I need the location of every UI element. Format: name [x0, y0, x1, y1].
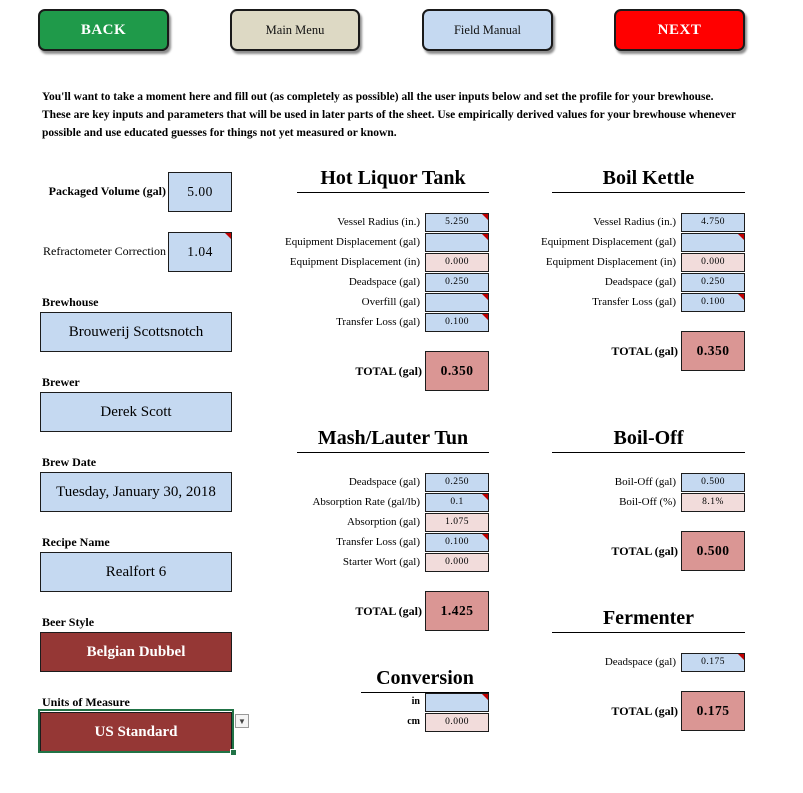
- hlt-row-label: Deadspace (gal): [348, 276, 420, 288]
- hlt-row-value[interactable]: 0.100: [425, 313, 489, 332]
- kettle-row-value[interactable]: 0.250: [681, 273, 745, 292]
- conversion-row-value[interactable]: [425, 693, 489, 712]
- brewhouse-input[interactable]: Brouwerij Scottsnotch: [40, 312, 232, 352]
- boil-off-title: Boil-Off: [552, 426, 745, 453]
- mash-row-value[interactable]: 0.1: [425, 493, 489, 512]
- back-button-label: BACK: [80, 21, 127, 38]
- brew-date-label: Brew Date: [42, 455, 97, 469]
- kettle-row-value: 0.000: [681, 253, 745, 272]
- mash-lauter-tun-title: Mash/Lauter Tun: [297, 426, 489, 453]
- fermenter-row-label: Deadspace (gal): [604, 656, 676, 668]
- beer-style-select[interactable]: Belgian Dubbel: [40, 632, 232, 672]
- kettle-row-label: Deadspace (gal): [604, 276, 676, 288]
- hlt-total-label: TOTAL (gal): [355, 364, 422, 378]
- hot-liquor-tank-title: Hot Liquor Tank: [297, 166, 489, 193]
- packaged-volume-input[interactable]: 5.00: [168, 172, 232, 212]
- field-manual-button-label: Field Manual: [453, 22, 521, 37]
- hlt-row-value: 0.000: [425, 253, 489, 272]
- mash-row-value[interactable]: 0.100: [425, 533, 489, 552]
- mash-row-value: 0.000: [425, 553, 489, 572]
- boiloff-row-label: Boil-Off (gal): [614, 476, 676, 488]
- refractometer-correction-input[interactable]: 1.04: [168, 232, 232, 272]
- kettle-row-label: Vessel Radius (in.): [593, 216, 676, 228]
- main-menu-button[interactable]: [230, 9, 360, 51]
- brewer-label: Brewer: [42, 375, 80, 389]
- conversion-row-label: cm: [407, 716, 420, 727]
- beer-style-label: Beer Style: [42, 615, 95, 629]
- main-menu-button-label: Main Menu: [265, 22, 325, 37]
- mash-row-label: Starter Wort (gal): [342, 556, 420, 568]
- boiloff-row-value: 8.1%: [681, 493, 745, 512]
- boiloff-total-value: 0.500: [681, 531, 745, 571]
- refractometer-correction-label: Refractometer Correction: [43, 244, 166, 258]
- hlt-row-label: Overfill (gal): [361, 296, 420, 308]
- next-button-label: NEXT: [657, 21, 702, 38]
- mash-row-value: 1.075: [425, 513, 489, 532]
- conversion-row-value: 0.000: [425, 713, 489, 732]
- mash-row-label: Deadspace (gal): [348, 476, 420, 488]
- kettle-row-label: Equipment Displacement (gal): [540, 236, 676, 248]
- kettle-row-value[interactable]: 0.100: [681, 293, 745, 312]
- back-button[interactable]: [38, 9, 169, 51]
- intro-text: You'll want to take a moment here and fill out (as completely as possible) all the user inputs below and set the profile for your brewhouse. These are key inputs and parameters that will be used in later parts of the sheet. Use empirically derived values for your brewhouse whenever possible and use educated guesses for things not yet measured or known.: [42, 91, 736, 139]
- fermenter-row-value[interactable]: 0.175: [681, 653, 745, 672]
- fermenter-total-label: TOTAL (gal): [611, 704, 678, 718]
- conversion-title: Conversion: [361, 666, 489, 693]
- hlt-row-label: Transfer Loss (gal): [336, 316, 420, 328]
- hlt-row-label: Vessel Radius (in.): [337, 216, 420, 228]
- hlt-row-label: Equipment Displacement (in): [289, 256, 420, 268]
- fermenter-total-value: 0.175: [681, 691, 745, 731]
- hlt-row-label: Equipment Displacement (gal): [284, 236, 420, 248]
- fermenter-title: Fermenter: [552, 606, 745, 633]
- brew-date-input[interactable]: Tuesday, January 30, 2018: [40, 472, 232, 512]
- kettle-total-value: 0.350: [681, 331, 745, 371]
- brewhouse-label: Brewhouse: [42, 295, 99, 309]
- hlt-row-value[interactable]: 5.250: [425, 213, 489, 232]
- recipe-name-label: Recipe Name: [42, 535, 110, 549]
- packaged-volume-label: Packaged Volume (gal): [48, 184, 166, 198]
- kettle-row-label: Transfer Loss (gal): [592, 296, 676, 308]
- mash-total-label: TOTAL (gal): [355, 604, 422, 618]
- conversion-row-label: in: [411, 696, 420, 707]
- kettle-row-value[interactable]: [681, 233, 745, 252]
- boiloff-row-label: Boil-Off (%): [619, 496, 676, 508]
- dropdown-arrow-icon[interactable]: ▼: [235, 714, 249, 728]
- boiloff-row-value[interactable]: 0.500: [681, 473, 745, 492]
- mash-total-value: 1.425: [425, 591, 489, 631]
- kettle-total-label: TOTAL (gal): [611, 344, 678, 358]
- hlt-total-value: 0.350: [425, 351, 489, 391]
- boiloff-total-label: TOTAL (gal): [611, 544, 678, 558]
- units-of-measure-select[interactable]: US Standard: [40, 712, 232, 752]
- boil-kettle-title: Boil Kettle: [552, 166, 745, 193]
- mash-row-label: Absorption Rate (gal/lb): [312, 496, 420, 508]
- mash-row-value[interactable]: 0.250: [425, 473, 489, 492]
- kettle-row-label: Equipment Displacement (in): [545, 256, 676, 268]
- fill-handle[interactable]: [230, 749, 237, 756]
- mash-row-label: Absorption (gal): [346, 516, 420, 528]
- recipe-name-input[interactable]: Realfort 6: [40, 552, 232, 592]
- units-of-measure-label: Units of Measure: [42, 695, 130, 709]
- next-button[interactable]: [614, 9, 745, 51]
- mash-row-label: Transfer Loss (gal): [336, 536, 420, 548]
- brewer-input[interactable]: Derek Scott: [40, 392, 232, 432]
- hlt-row-value[interactable]: 0.250: [425, 273, 489, 292]
- field-manual-button[interactable]: [422, 9, 553, 51]
- kettle-row-value[interactable]: 4.750: [681, 213, 745, 232]
